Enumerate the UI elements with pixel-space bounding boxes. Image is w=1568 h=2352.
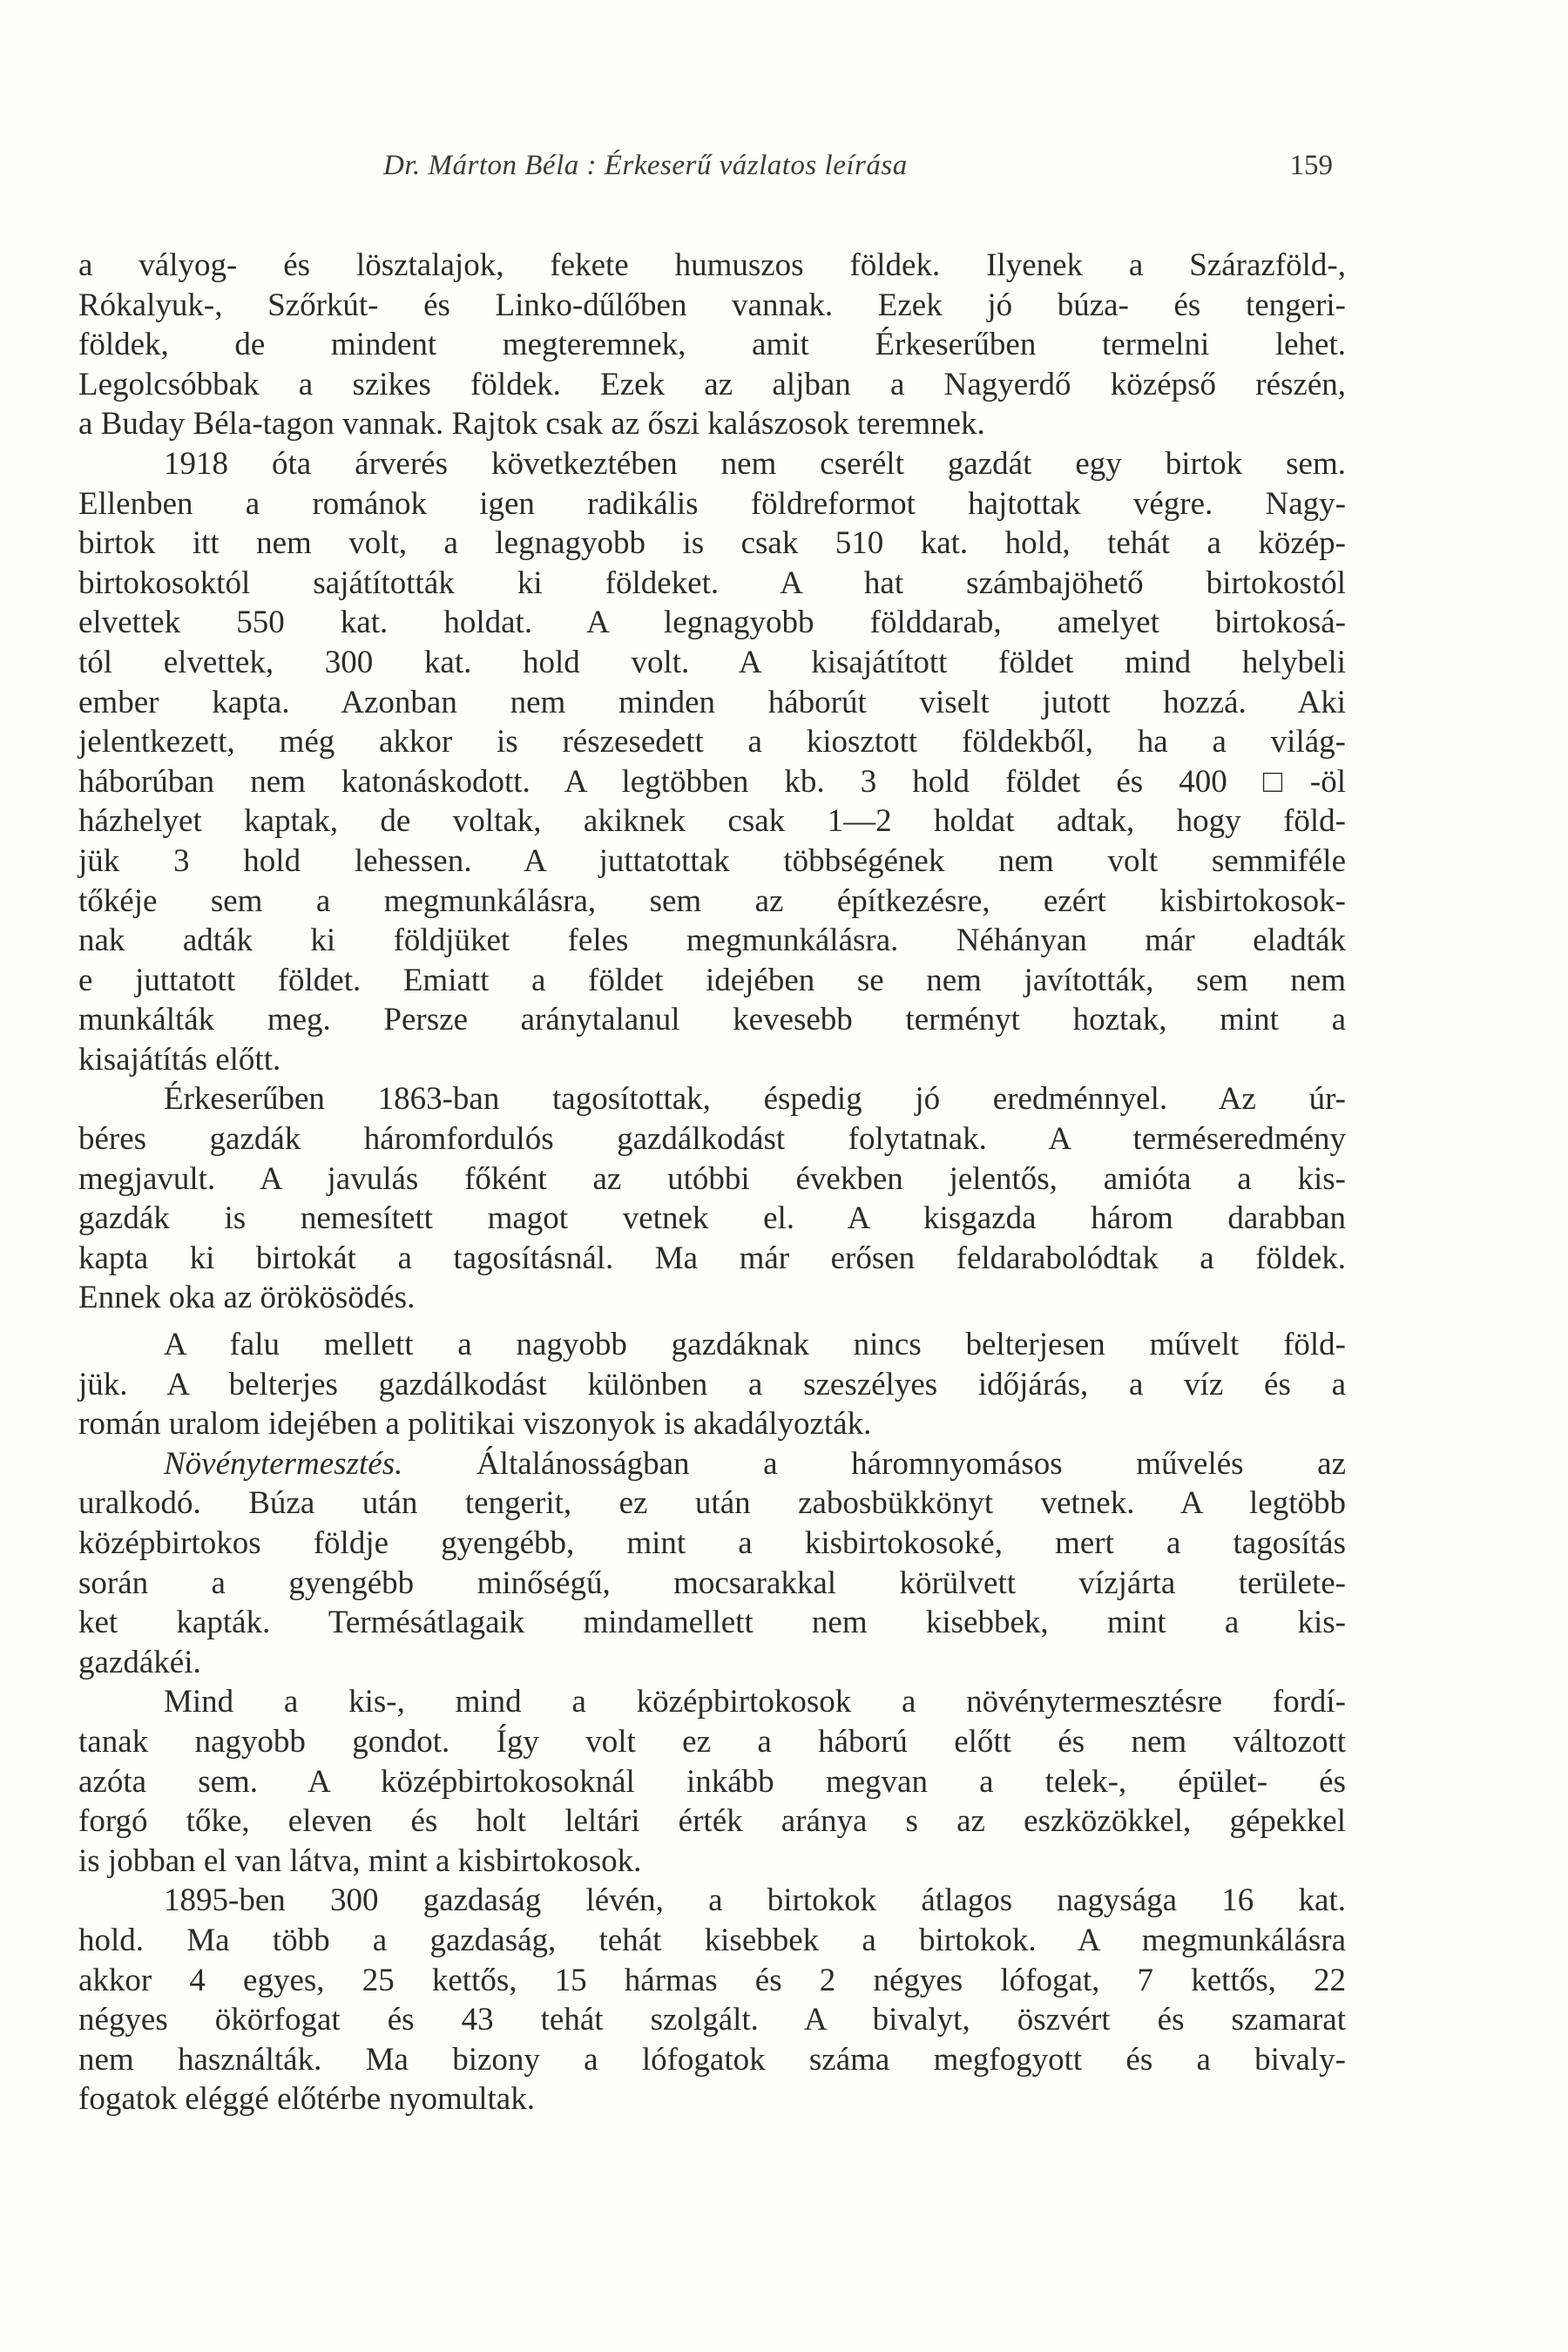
text-line: Ennek oka az örökösödés. — [78, 1280, 416, 1316]
text-line: házhelyet kaptak, de voltak, akiknek csak 1—2 holdat adtak, hogy föld- — [78, 803, 1346, 840]
text-line: tanak nagyobb gondot. Így volt ez a háború előtt és nem változott — [78, 1723, 1346, 1760]
text-line: Rókalyuk-, Szőrkút- és Linko-dűlőben vannak. Ezek jó búza- és tengeri- — [78, 287, 1346, 323]
text-line: a vályog- és lösztalajok, fekete humuszos földek. Ilyenek a Szárazföld-, — [78, 247, 1346, 283]
text-line: jelentkezett, még akkor is részesedett a kiosztott földekből, ha a világ- — [78, 724, 1346, 760]
text-line: akkor 4 egyes, 25 kettős, 15 hármas és 2 négyes lófogat, 7 kettős, 22 — [78, 1962, 1346, 1998]
text-line: ket kapták. Termésátlagaik mindamellett nem kisebbek, mint a kis- — [78, 1605, 1346, 1641]
text-line: birtok itt nem volt, a legnagyobb is csak 510 kat. hold, tehát a közép- — [78, 525, 1346, 562]
text-line: középbirtokos földje gyengébb, mint a kisbirtokosoké, mert a tagosítás — [78, 1525, 1346, 1561]
text-line: nem használták. Ma bizony a lófogatok száma megfogyott és a bivaly- — [78, 2041, 1346, 2078]
body-text — [78, 246, 1346, 2119]
text-line: megjavult. A javulás főként az utóbbi években jelentős, amióta a kis- — [78, 1160, 1346, 1197]
paragraph-first-line: 1918 óta árverés következtében nem cserélt gazdát egy birtok sem. — [164, 445, 1346, 482]
text-line: román uralom idejében a politikai viszonyok is akadályozták. — [78, 1406, 872, 1443]
page-header — [78, 150, 1333, 193]
paragraph-first-line: Mind a kis-, mind a középbirtokosok a növénytermesztésre fordí- — [164, 1684, 1346, 1720]
text-line: ember kapta. Azonban nem minden háborút viselt jutott hozzá. Aki — [78, 684, 1346, 720]
text-line: jük 3 hold lehessen. A juttatottak többségének nem volt semmiféle — [78, 842, 1346, 879]
text-line: birtokosoktól sajátították ki földeket. A hat számbajöhető birtokostól — [78, 564, 1346, 601]
text-line: gazdák is nemesített magot vetnek el. A kisgazda három darabban — [78, 1200, 1346, 1237]
text-line: során a gyengébb minőségű, mocsarakkal körülvett vízjárta területe- — [78, 1565, 1346, 1601]
paragraph-first-line: Érkeserűben 1863-ban tagosítottak, éspedig jó eredménnyel. Az úr- — [164, 1081, 1346, 1118]
text-line: fogatok eléggé előtérbe nyomultak. — [78, 2081, 535, 2118]
text-line: béres gazdák háromfordulós gazdálkodást folytatnak. A terméseredmény — [78, 1121, 1346, 1158]
text-line: tól elvettek, 300 kat. hold volt. A kisajátított földet mind helybeli — [78, 644, 1346, 680]
text-line: nak adták ki földjüket feles megmunkálásra. Néhányan már eladták — [78, 923, 1346, 959]
text-line: munkálták meg. Persze aránytalanul kevesebb terményt hoztak, mint a — [78, 1002, 1346, 1038]
text-line: gazdákéi. — [78, 1644, 201, 1680]
text-line: Legolcsóbbak a szikes földek. Ezek az aljban a Nagyerdő középső részén, — [78, 366, 1346, 402]
page-number: 159 — [1289, 150, 1333, 181]
text-line: földek, de mindent megteremnek, amit Érkeserűben termelni lehet. — [78, 327, 1346, 363]
text-line: forgó tőke, eleven és holt leltári érték aránya s az eszközökkel, gépekkel — [78, 1803, 1346, 1840]
paragraph-first-line: A falu mellett a nagyobb gazdáknak nincs belterjesen művelt föld- — [164, 1327, 1346, 1363]
running-title: Dr. Márton Béla : Érkeserű vázlatos leírása — [383, 150, 908, 181]
text-line: a Buday Béla-tagon vannak. Rajtok csak az őszi kalászosok teremnek. — [78, 406, 985, 443]
text-line: hold. Ma több a gazdaság, tehát kisebbek a birtokok. A megmunkálásra — [78, 1922, 1346, 1958]
text-line: azóta sem. A középbirtokosoknál inkább megvan a telek-, épület- és — [78, 1763, 1346, 1800]
text-line: tőkéje sem a megmunkálásra, sem az építkezésre, ezért kisbirtokosok- — [78, 882, 1346, 919]
text-line: kapta ki birtokát a tagosításnál. Ma már erősen feldarabolódtak a földek. — [78, 1240, 1346, 1276]
text-line: is jobban el van látva, mint a kisbirtokosok. — [78, 1842, 642, 1879]
text-line: uralkodó. Búza után tengerit, ez után zabosbükkönyt vetnek. A legtöbb — [78, 1485, 1346, 1522]
text-line: négyes ökörfogat és 43 tehát szolgált. A bivalyt, öszvért és szamarat — [78, 2002, 1346, 2038]
text-line: e juttatott földet. Emiatt a földet idejében se nem javították, sem nem — [78, 962, 1346, 998]
paragraph-first-line: 1895-ben 300 gazdaság lévén, a birtokok átlagos nagysága 16 kat. — [164, 1882, 1346, 1919]
text-line: elvettek 550 kat. holdat. A legnagyobb földdarab, amelyet birtokosá- — [78, 605, 1346, 641]
text-line: háborúban nem katonáskodott. A legtöbben kb. 3 hold földet és 400 □-öl — [78, 763, 1346, 800]
text-line: kisajátítás előtt. — [78, 1041, 281, 1078]
paragraph-first-line — [78, 1444, 1346, 1484]
text-span: Általánosságban a háromnyomásos művelés az — [402, 1445, 1346, 1482]
text-line: jük. A belterjes gazdálkodást különben a szeszélyes időjárás, a víz és a — [78, 1366, 1346, 1402]
section-heading-italic: Növénytermesztés. — [164, 1445, 403, 1482]
text-line: Ellenben a románok igen radikális földreformot hajtottak végre. Nagy- — [78, 485, 1346, 522]
